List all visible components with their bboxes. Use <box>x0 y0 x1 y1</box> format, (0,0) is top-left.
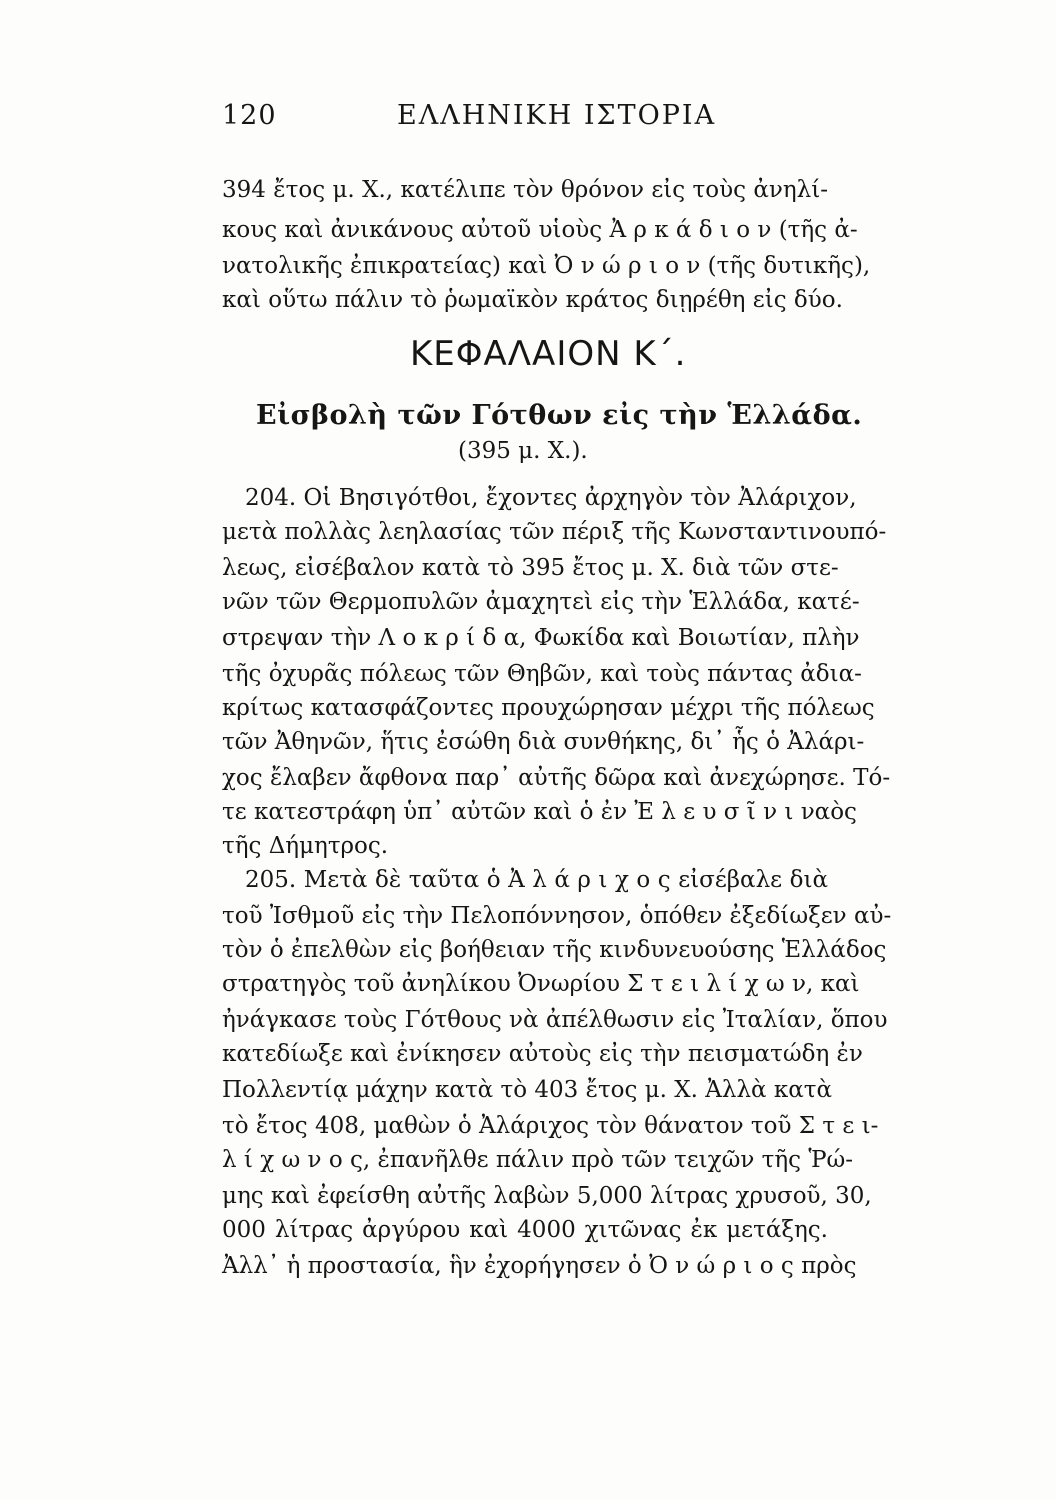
chapter-subtitle: Εἰσβολὴ τῶν Γότθων εἰς τὴν Ἑλλάδα. <box>256 400 863 431</box>
text-line: τε κατεστράφη ὑπ᾽ αὐτῶν καὶ ὁ ἐν Ἐ λ ε υ σ ῖ ν ι ναὸς <box>222 799 857 825</box>
chapter-date: (395 μ. Χ.). <box>458 438 588 464</box>
text-line: μετὰ πολλὰς λεηλασίας τῶν πέριξ τῆς Κωνσταντινουπό- <box>222 519 887 545</box>
text-line: 205. Μετὰ δὲ ταῦτα ὁ Ἀ λ ά ρ ι χ ο ς εἰσέβαλε διὰ <box>245 867 828 893</box>
text-line: χος ἔλαβεν ἄφθονα παρ᾽ αὐτῆς δῶρα καὶ ἀνεχώρησε. Τό- <box>222 765 891 791</box>
text-line: Ἀλλ᾽ ἡ προστασία, ἣν ἐχορήγησεν ὁ Ὀ ν ώ ρ ι ο ς πρὸς <box>222 1253 857 1279</box>
text-line: 000 λίτρας ἀργύρου καὶ 4000 χιτῶνας ἐκ μετάξης. <box>222 1217 828 1243</box>
text-line: τὸ ἔτος 408, μαθὼν ὁ Ἀλάριχος τὸν θάνατον τοῦ Σ τ ε ι- <box>222 1113 879 1139</box>
chapter-title: ΚΕΦΑΛΑΙΟΝ Κ΄. <box>410 334 687 374</box>
text-line: τοῦ Ἰσθμοῦ εἰς τὴν Πελοπόννησον, ὁπόθεν ἐξεδίωξεν αὐ- <box>222 903 892 929</box>
text-line: τῆς Δήμητρος. <box>222 833 389 859</box>
text-line: μης καὶ ἐφείσθη αὐτῆς λαβὼν 5,000 λίτρας χρυσοῦ, 30, <box>222 1183 872 1209</box>
page-number: 120 <box>222 100 277 131</box>
text-line: νατολικῆς ἐπικρατείας) καὶ Ὀ ν ώ ρ ι ο ν (τῆς δυτικῆς), <box>222 253 871 279</box>
running-head: ΕΛΛΗΝΙΚΗ ΙΣΤΟΡΙΑ <box>397 100 717 131</box>
page-header <box>222 100 832 140</box>
text-line: καὶ οὕτω πάλιν τὸ ῥωμαϊκὸν κράτος διῃρέθη εἰς δύο. <box>222 287 843 313</box>
text-line: 394 ἔτος μ. Χ., κατέλιπε τὸν θρόνον εἰς τοὺς ἀνηλί- <box>222 177 828 203</box>
text-line: κρίτως κατασφάζοντες προυχώρησαν μέχρι τῆς πόλεως <box>222 695 875 721</box>
text-line: κατεδίωξε καὶ ἐνίκησεν αὐτοὺς εἰς τὴν πεισματώδη ἐν <box>222 1041 863 1067</box>
text-line: λεως, εἰσέβαλον κατὰ τὸ 395 ἔτος μ. Χ. διὰ τῶν στε- <box>222 555 839 581</box>
text-line: νῶν τῶν Θερμοπυλῶν ἀμαχητεὶ εἰς τὴν Ἑλλάδα, κατέ- <box>222 589 860 615</box>
text-line: τὸν ὁ ἐπελθὼν εἰς βοήθειαν τῆς κινδυνευούσης Ἑλλάδος <box>222 937 887 963</box>
text-line: λ ί χ ω ν ο ς, ἐπανῆλθε πάλιν πρὸ τῶν τειχῶν τῆς Ῥώ- <box>222 1147 854 1173</box>
text-line: στρεψαν τὴν Λ ο κ ρ ί δ α, Φωκίδα καὶ Βοιωτίαν, πλὴν <box>222 625 860 651</box>
text-line: κους καὶ ἀνικάνους αὐτοῦ υἱοὺς Ἀ ρ κ ά δ ι ο ν (τῆς ἀ- <box>222 217 858 243</box>
text-line: Πολλεντίᾳ μάχην κατὰ τὸ 403 ἔτος μ. Χ. Ἀλλὰ κατὰ <box>222 1077 833 1103</box>
text-line: στρατηγὸς τοῦ ἀνηλίκου Ὀνωρίου Σ τ ε ι λ ί χ ω ν, καὶ <box>222 971 860 997</box>
text-line: τῶν Ἀθηνῶν, ἥτις ἐσώθη διὰ συνθήκης, δι᾽ ἧς ὁ Ἀλάρι- <box>222 729 865 755</box>
text-line: τῆς ὀχυρᾶς πόλεως τῶν Θηβῶν, καὶ τοὺς πάντας ἀδια- <box>222 661 862 687</box>
text-line: 204. Οἱ Βησιγότθοι, ἔχοντες ἀρχηγὸν τὸν Ἀλάριχον, <box>245 485 857 511</box>
text-line: ἠνάγκασε τοὺς Γότθους νὰ ἀπέλθωσιν εἰς Ἰταλίαν, ὅπου <box>222 1007 888 1033</box>
